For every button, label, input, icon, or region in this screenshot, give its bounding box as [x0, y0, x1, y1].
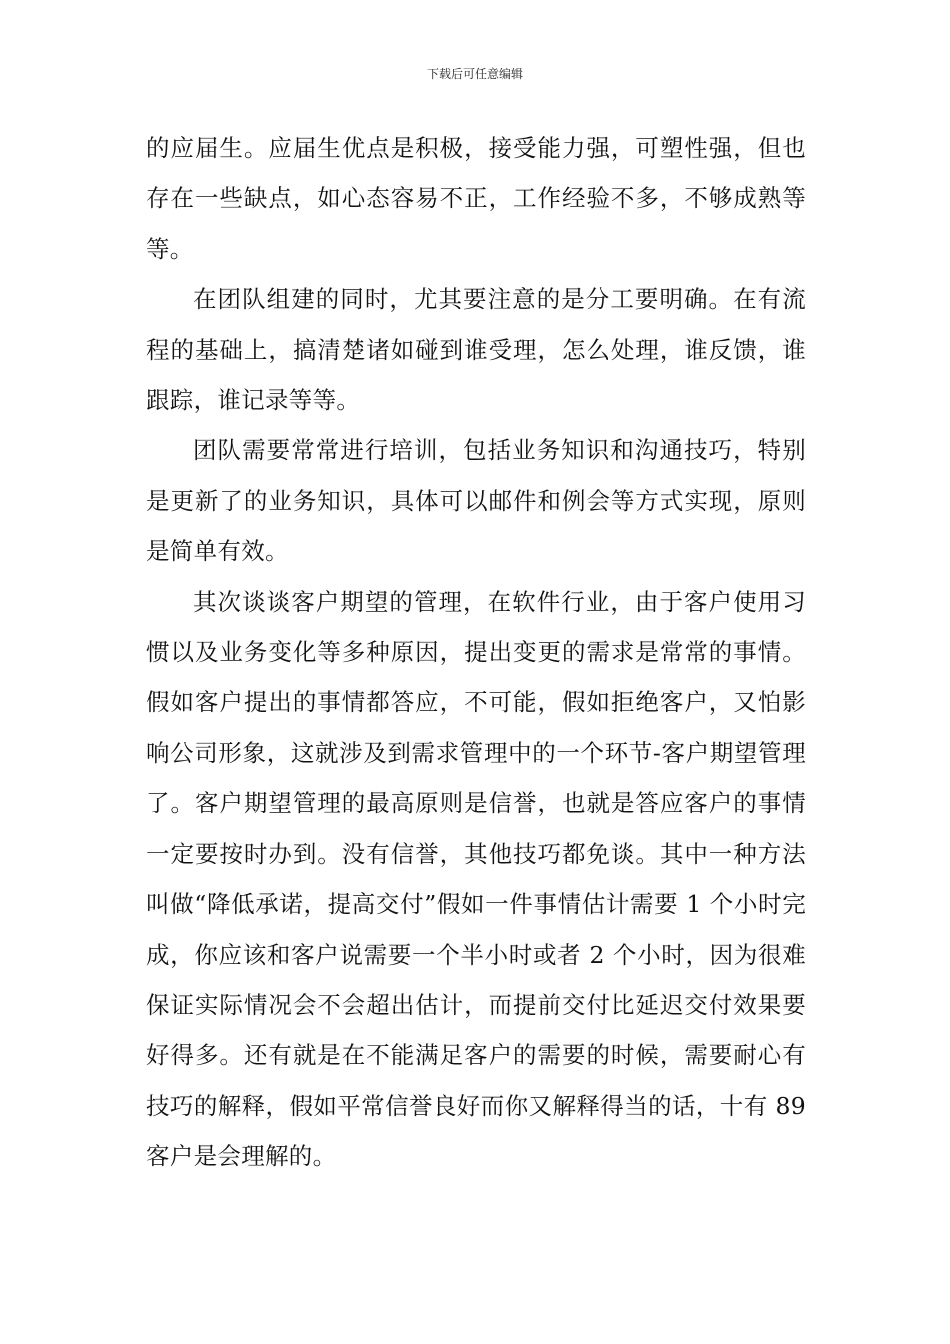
paragraph-3: 团队需要常常进行培训，包括业务知识和沟通技巧，特别是更新了的业务知识，具体可以邮件和例会等方式实现，原则是简单有效。: [146, 436, 806, 566]
paragraph-2: 在团队组建的同时，尤其要注意的是分工要明确。在有流程的基础上，搞清楚诸如碰到谁受理，怎么处理，谁反馈，谁跟踪，谁记录等等。: [146, 285, 806, 415]
page-header: 下载后可任意编辑: [426, 67, 523, 81]
paragraph-1: 的应届生。应届生优点是积极，接受能力强，可塑性强，但也存在一些缺点，如心态容易不正，工作经验不多，不够成熟等等。: [146, 134, 806, 263]
document-body: [146, 123, 806, 1182]
paragraph-4: 其次谈谈客户期望的管理，在软件行业，由于客户使用习惯以及业务变化等多种原因，提出变更的需求是常常的事情。假如客户提出的事情都答应，不可能，假如拒绝客户，又怕影响公司形象，这就涉及到需求管理中的一个环节-客户期望管理了。客户期望管理的最高原则是信誉，也就是答应客户的事情一定要按时办到。没有信誉，其他技巧都免谈。其中一种方法叫做“降低承诺，提高交付”假如一件事情估计需要 1 个小时完成，你应该和客户说需要一个半小时或者 2 个小时，因为很难保证实际情况会不会超出估计，而提前交付比延迟交付效果要好得多。还有就是在不能满足客户的需要的时候，需要耐心有技巧的解释，假如平常信誉良好而你又解释得当的话，十有 89 客户是会理解的。: [146, 587, 806, 1171]
